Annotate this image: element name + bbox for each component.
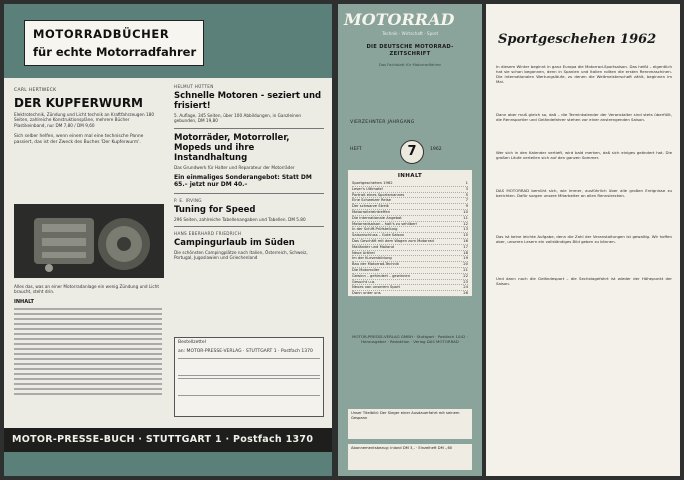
book5-author: HANS EBERHARD FRIEDRICH	[174, 231, 242, 237]
book1-subtitle: Elektrotechnik, Zündung und Licht technik an Kraftfahrzeugen 180 Seiten, zahlreiche Konstruktionspläne, mehrere Bücher Plastikeinband, nur DM 7,80 / DM 9,60	[14, 112, 155, 128]
book-list-column	[174, 84, 324, 261]
toc-item-page: 17	[463, 244, 468, 249]
book1-contents-lines	[14, 308, 162, 395]
book1-column	[14, 88, 162, 145]
toc-item-page: 26	[463, 291, 468, 296]
toc-item-page: 21	[463, 267, 468, 272]
toc-item-title: Neues von unserem Sport	[352, 285, 400, 290]
footer-bar	[4, 428, 332, 452]
book2-title: Schnelle Motoren - seziert und frisiert!	[174, 91, 322, 111]
issue-year: 1962	[430, 147, 442, 152]
toc-item-title: Neue Artikel	[352, 250, 375, 255]
engine-photo	[14, 204, 164, 278]
magazine-masthead-panel	[338, 4, 482, 476]
toc-list	[352, 181, 468, 297]
order-form	[174, 337, 324, 417]
article-paragraph: Wer sich in den Kalender vertieft, wird bald merken, daß sich einiges geändert hat. Die großen Läufe verteilen sich auf den ganzen Sommer.	[496, 150, 672, 161]
issue-label: HEFT	[350, 147, 362, 152]
cover-caption-box	[348, 409, 472, 439]
toc-item-title: Mailänder und Mailand	[352, 244, 394, 249]
toc-item-page: 15	[463, 233, 468, 238]
order-form-lines	[178, 358, 320, 376]
toc-item-title: Motorradsaison – holt's zu sehliber!	[352, 221, 418, 226]
engine-illustration	[14, 204, 164, 278]
toc-item-page: 9	[465, 204, 468, 209]
toc-item-title: Der schwarze Streik	[352, 204, 389, 209]
order-form-company: an: MOTOR-PRESSE-VERLAG · STUTTGART 1 · Postfach 1370	[178, 349, 313, 354]
book2-author: HELMUT HÜTTEN	[174, 84, 214, 89]
cover-caption: Unser Titelbild: Der Sieger einer Ausdauerfahrt mit seinem Gespann	[351, 411, 460, 420]
header-title-line2: für echte Motorradfahrer	[33, 45, 197, 59]
footer-text: MOTOR-PRESSE-BUCH · STUTTGART 1 · Postfach 1370	[12, 434, 314, 445]
toc-item-title: Gewinn – gehindert – gewinnen	[352, 273, 411, 278]
toc-item-title: Gesucht u.a.	[352, 279, 376, 284]
toc-item-page: 12	[463, 221, 468, 226]
toc-item-page: 1	[465, 181, 468, 185]
book3-text: Das Grundwerk für Halter und Reparateur der Motorräder	[174, 164, 295, 170]
toc-item-page: 10	[463, 209, 468, 214]
article-title: Sportgeschehen 1962	[498, 32, 657, 47]
toc-item-title: Eine Schweizer Reise	[352, 198, 391, 203]
footer-band	[4, 452, 332, 476]
issue-number-badge: 7	[400, 140, 424, 164]
book4-title: Tuning for Speed	[174, 204, 256, 215]
toc-item-page: 7	[465, 198, 468, 203]
book1-intro: Sich selber helfen, wenn einem mal eine technische Panne passiert, das ist der Zweck des Buches 'Der Kupferwurm'.	[14, 134, 144, 145]
toc-item-page: 18	[463, 250, 468, 255]
toc-item-title: Dann unter uns	[352, 291, 381, 296]
toc-item-title: Portrait eines Sportsmannes	[352, 192, 405, 197]
toc-item-page: 3	[465, 186, 468, 191]
toc-item-page: 22	[463, 273, 468, 278]
special-offer: Ein einmaliges Sonderangebot: Statt DM 65.– jetzt nur DM 40.–	[174, 173, 312, 189]
toc-item-page: 16	[463, 238, 468, 243]
toc-item-page: 24	[463, 285, 468, 290]
article-paragraph: In diesem Winter beginnt in ganz Europa die Motorrad-Sportsaison. Das heißt – eigentlich hat sie schon begonnen, denn in Spanien und Italien rollten die ersten Rennmaschinen. Die internationalen Wertungsläufe, zu denen die Weltmeisterschaft zählt, beginnen im Mai.	[496, 64, 672, 85]
book5-text: Die schönsten Campingplätze nach Italien, Österreich, Schweiz, Portugal, Jugoslawien und Griechenland	[174, 250, 308, 261]
toc-item-title: Die Motorroller	[352, 267, 380, 272]
book1-contents-label: INHALT	[14, 298, 34, 305]
toc-item	[352, 291, 468, 297]
book4-author: P. E. IRVING	[174, 197, 202, 203]
article-paragraph: Dann aber muß gleich so, daß – die Terminkalender der Veranstalter sind stets überfüllt, die Rennsportler und Geländefahrer stehen vor einer anstrengenden Saison.	[496, 112, 672, 123]
book5-title: Campingurlaub im Süden	[174, 238, 295, 249]
article-paragraph: DAS MOTORRAD bemüht sich, wie immer, ausführlich über alle großen Ereignisse zu berichten. Dafür sorgen unsere Mitarbeiter an allen Rennstrecken.	[496, 188, 672, 199]
magazine-name: DIE DEUTSCHE MOTORRAD-ZEITSCHRIFT	[366, 44, 454, 57]
toc-item-title: Das Geschäft mit dem Wagen zum Motorrad	[352, 238, 434, 243]
magazine-logo: MOTORRAD	[344, 10, 455, 29]
toc-heading: INHALT	[397, 173, 423, 179]
publisher-imprint: MOTOR-PRESSE-VERLAG GMBH · Stuttgart · Postfach 1042 · Herausgeber · Redaktion · Verlag DAS MOTORRAD	[352, 334, 468, 345]
table-of-contents	[348, 170, 472, 296]
left-page-advertisement	[4, 4, 332, 476]
article-paragraph: Und dann noch die Geländesport – die Sechstagefahrt ist wieder der Höhepunkt der Saison.	[496, 276, 672, 287]
right-page-article	[486, 4, 680, 476]
toc-item-title: Leser's Ultimate!	[352, 186, 384, 191]
book1-intro2: Alles das, was an einer Motorradanlage ein wenig Zündung und Licht braucht, steht drin.	[14, 284, 159, 295]
toc-item-page: 5	[465, 192, 468, 197]
book1-title: DER KUPFERWURM	[14, 96, 143, 110]
book4-text: 296 Seiten, zahlreiche Tabellenangaben und Tabellen. DM 5.80	[174, 216, 306, 222]
toc-item-title: Sportgeschehen 1962	[352, 181, 393, 185]
subscription-box	[348, 444, 472, 470]
toc-item-page: 13	[463, 227, 468, 232]
toc-item-title: Motorrollereintreffen	[352, 209, 390, 214]
toc-item-page: 19	[463, 256, 468, 261]
header-title-line1: MOTORRADBÜCHER	[33, 27, 170, 41]
order-form-label: Bestellzettel	[178, 340, 206, 345]
toc-item-title: Saisonschluss – Gute Saison	[352, 233, 405, 238]
toc-item-page: 23	[463, 279, 468, 284]
book3-title: Motorräder, Motorroller, Mopeds und ihre Instandhaltung	[174, 132, 290, 163]
toc-item-title: Im der Kurvenbildung	[352, 256, 392, 261]
book2-text: 5. Auflage, 345 Seiten, über 100 Abbildungen, in Ganzleinen gebunden, DM 19,80	[174, 113, 302, 124]
volume-label: VIERZEHNTER JAHRGANG	[350, 120, 415, 125]
book1-author: CARL HERTWECK	[14, 88, 57, 93]
toc-item-page: 20	[463, 262, 468, 267]
header-title-box	[24, 20, 204, 66]
toc-item-page: 11	[463, 215, 468, 220]
masthead-text: Das Fachblatt für Motorradfahrer	[378, 62, 442, 67]
magazine-tagline: Technik · Wirtschaft · Sport	[382, 31, 439, 36]
toc-item-title: Die internationale Angebot	[352, 215, 402, 220]
order-form-lines-2	[178, 378, 320, 396]
subscription-text: Abonnementsbezug: Inland DM 3,- · Einzelheft DM -,60	[351, 446, 453, 450]
article-paragraph: Das ist keine leichte Aufgabe, denn die Zahl der Veranstaltungen ist gewaltig. Wir hoffen aber, unseren Lesern ein vollständiges Bild geben zu können.	[496, 234, 672, 245]
book1-details	[14, 284, 162, 395]
toc-item-title: Bau der Motorrad-Technik	[352, 262, 400, 267]
toc-item-title: In der Schiff-Prüfstellung	[352, 227, 398, 232]
